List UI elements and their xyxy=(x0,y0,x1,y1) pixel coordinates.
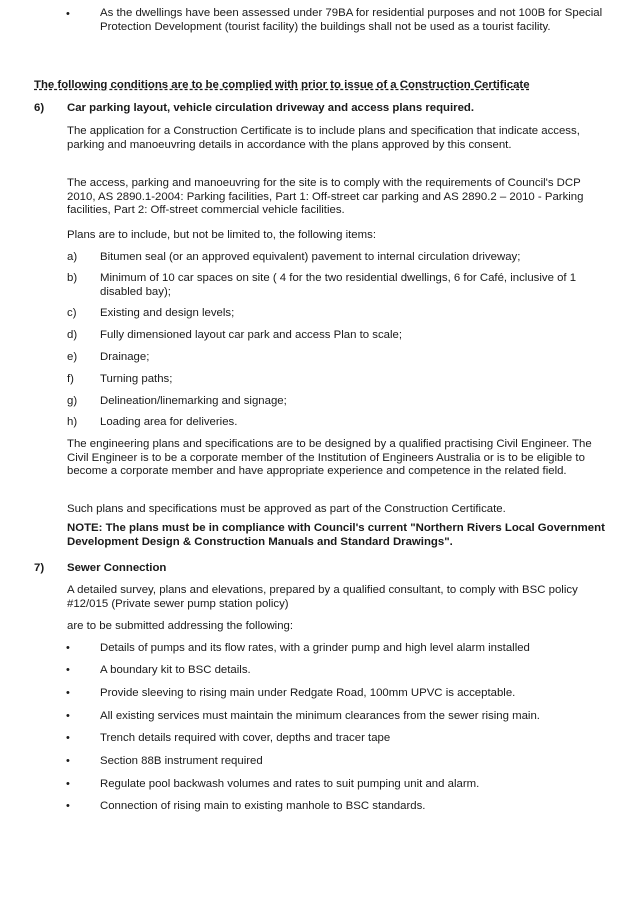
item-text-h: Loading area for deliveries. xyxy=(100,416,238,428)
item-text-d: Fully dimensioned layout car park and access Plan to scale; xyxy=(100,329,403,341)
construction-certificate-banner: The following conditions are to be complied with prior to issue of a Construction Certificate xyxy=(34,79,530,91)
sewer-bullet-8: Connection of rising main to existing manhole to BSC standards. xyxy=(100,800,426,812)
item-letter-h: h) xyxy=(67,416,78,428)
intro-bullet-text: As the dwellings have been assessed under 79BA for residential purposes and not 100B for Special Protection Development (tourist facility) the buildings shall not be used as a tourist facility. xyxy=(100,7,603,33)
section-6-paragraph-2: The access, parking and manoeuvring for the site is to comply with the requirements of Council's DCP 2010, AS 2890.1-2004: Parking facilities, Part 1: Off-street car parking and AS 2890.2 – 2010 - Parking facilities, Part 2: Off-street commercial vehicle facilities. xyxy=(67,177,584,217)
bullet-marker: • xyxy=(66,687,70,699)
section-6-note: NOTE: The plans must be in compliance with Council's current "Northern Rivers Local Government Development Design & Construction Manuals and Standard Drawings". xyxy=(67,522,605,548)
item-letter-e: e) xyxy=(67,351,78,363)
item-letter-f: f) xyxy=(67,373,74,385)
item-letter-c: c) xyxy=(67,307,77,319)
item-letter-d: d) xyxy=(67,329,78,341)
section-7-heading: Sewer Connection xyxy=(67,562,167,574)
section-6-paragraph-5: Such plans and specifications must be approved as part of the Construction Certificate. xyxy=(67,503,506,515)
section-6-paragraph-1: The application for a Construction Certificate is to include plans and specification that indicate access, parking and manoeuvring details in accordance with the plans approved by this consent. xyxy=(67,125,580,151)
item-text-c: Existing and design levels; xyxy=(100,307,235,319)
bullet-marker: • xyxy=(66,664,70,676)
section-6-heading: Car parking layout, vehicle circulation driveway and access plans required. xyxy=(67,102,475,114)
sewer-bullet-5: Trench details required with cover, depths and tracer tape xyxy=(100,732,391,744)
section-7-number: 7) xyxy=(34,562,45,574)
sewer-bullet-7: Regulate pool backwash volumes and rates to suit pumping unit and alarm. xyxy=(100,778,480,790)
section-7-paragraph-1: A detailed survey, plans and elevations, prepared by a qualified consultant, to comply with BSC policy #12/015 (Private sewer pump station policy) xyxy=(67,584,578,610)
sewer-bullet-6: Section 88B instrument required xyxy=(100,755,263,767)
item-letter-b: b) xyxy=(67,272,78,284)
item-letter-g: g) xyxy=(67,395,78,407)
sewer-bullet-4: All existing services must maintain the minimum clearances from the sewer rising main. xyxy=(100,710,540,722)
bullet-marker: • xyxy=(66,778,70,790)
section-6-number: 6) xyxy=(34,102,45,114)
section-6-paragraph-3: Plans are to include, but not be limited to, the following items: xyxy=(67,229,376,241)
bullet-marker: • xyxy=(66,710,70,722)
section-6-paragraph-4: The engineering plans and specifications are to be designed by a qualified practising Civil Engineer. The Civil Engineer is to be a corporate member of the Institution of Engineers Australia or is to be eligible to become a corporate member and have appropriate experience and competence in the related field. xyxy=(67,438,592,478)
item-text-a: Bitumen seal (or an approved equivalent) pavement to internal circulation driveway; xyxy=(100,251,521,263)
section-7-paragraph-2: are to be submitted addressing the following: xyxy=(67,620,294,632)
sewer-bullet-1: Details of pumps and its flow rates, with a grinder pump and high level alarm installed xyxy=(100,642,530,654)
bullet-marker: • xyxy=(66,755,70,767)
item-text-b: Minimum of 10 car spaces on site ( 4 for the two residential dwellings, 6 for Café, inclusive of 1 disabled bay); xyxy=(100,272,577,298)
sewer-bullet-3: Provide sleeving to rising main under Redgate Road, 100mm UPVC is acceptable. xyxy=(100,687,516,699)
item-text-f: Turning paths; xyxy=(100,373,173,385)
bullet-marker: • xyxy=(66,8,70,20)
bullet-marker: • xyxy=(66,732,70,744)
sewer-bullet-2: A boundary kit to BSC details. xyxy=(100,664,251,676)
item-text-e: Drainage; xyxy=(100,351,150,363)
item-letter-a: a) xyxy=(67,251,78,263)
item-text-g: Delineation/linemarking and signage; xyxy=(100,395,287,407)
bullet-marker: • xyxy=(66,642,70,654)
bullet-marker: • xyxy=(66,800,70,812)
